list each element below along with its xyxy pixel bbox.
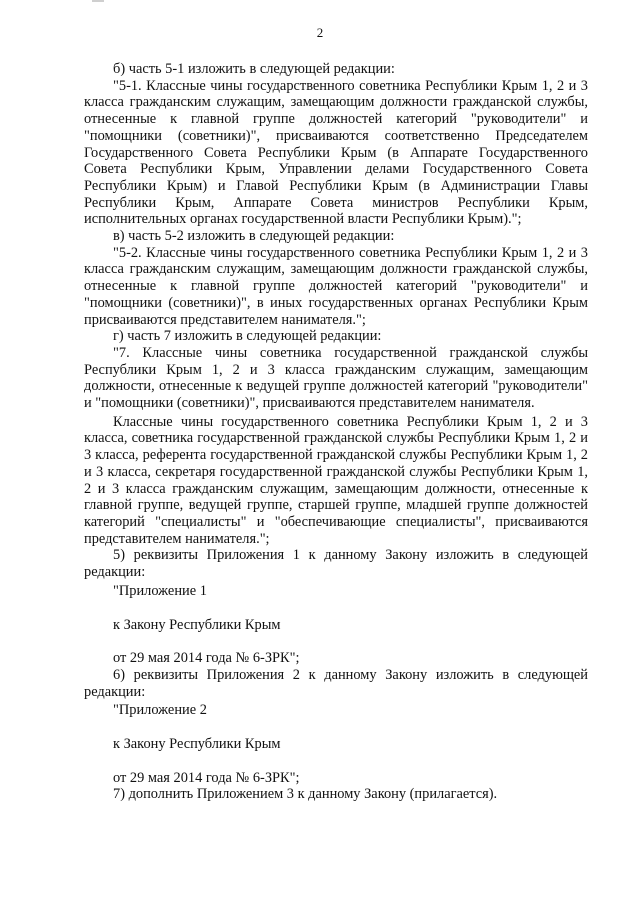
paragraph-item-5: 5) реквизиты Приложения 1 к данному Закону изложить в следующей редакции:	[84, 547, 588, 581]
scan-artifact	[92, 0, 104, 2]
paragraph-part-5-1: "5-1. Классные чины государственного советника Республики Крым 1, 2 и 3 класса гражданским служащим, замещающим должности гражданской службы, отнесенные к главной группе должностей категорий "руководители" и "помощники (советники)", присваиваются соответственно Председателем Государственного Совета Республики Крым (в Аппарате Государственного Совета Республики Крым, Управлении делами Государственного Совета Республики Крым) и Главой Республики Крым (в Администрации Главы Республики Крым, Аппарате Совета министров Республики Крым, исполнительных органах государственной власти Республики Крым).";	[84, 77, 588, 228]
document-body	[84, 61, 588, 803]
page-number: 2	[316, 25, 324, 40]
appendix-1-date: от 29 мая 2014 года № 6-ЗРК";	[113, 650, 300, 667]
paragraph-class-ranks: Классные чины государственного советника Республики Крым 1, 2 и 3 класса, советника государственной гражданской службы Республики Крым 1, 2 и 3 класса, референта государственной гражданской службы Республики Крым 1, 2 и 3 класса, секретаря государственной гражданской службы Республики Крым 1, 2 и 3 класса гражданским служащим, замещающим должности, отнесенные к главной группе, ведущей группе, старшей группе, младшей группе должностей категорий "специалисты" и "обеспечивающие специалисты", присваиваются представителем нанимателя.";	[84, 413, 588, 547]
appendix-1-title: "Приложение 1	[113, 582, 207, 599]
paragraph-part-7: "7. Классные чины советника государственной гражданской службы Республики Крым 1, 2 и 3 класса гражданским служащим, замещающим должности, отнесенные к ведущей группе должностей категорий "руководители" и "помощники (советники)", присваиваются представителем нанимателя.	[84, 344, 588, 412]
appendix-2-date: от 29 мая 2014 года № 6-ЗРК";	[113, 769, 300, 786]
paragraph-item-7: 7) дополнить Приложением 3 к данному Закону (прилагается).	[113, 786, 498, 803]
appendix-1-law-ref: к Закону Республики Крым	[113, 616, 281, 633]
paragraph-item-b: б) часть 5-1 изложить в следующей редакции:	[113, 61, 395, 77]
paragraph-item-v: в) часть 5-2 изложить в следующей редакции:	[113, 228, 395, 245]
paragraph-item-6: 6) реквизиты Приложения 2 к данному Закону изложить в следующей редакции:	[84, 666, 588, 700]
appendix-2-title: "Приложение 2	[113, 702, 207, 719]
appendix-2-law-ref: к Закону Республики Крым	[113, 736, 281, 753]
paragraph-part-5-2: "5-2. Классные чины государственного советника Республики Крым 1, 2 и 3 класса гражданским служащим, замещающим должности гражданской службы, отнесенные к главной группе должностей категорий "руководители" и "помощники (советники)", в иных государственных органах Республики Крым присваиваются представителем нанимателя.";	[84, 244, 588, 328]
paragraph-item-g: г) часть 7 изложить в следующей редакции:	[113, 328, 382, 345]
